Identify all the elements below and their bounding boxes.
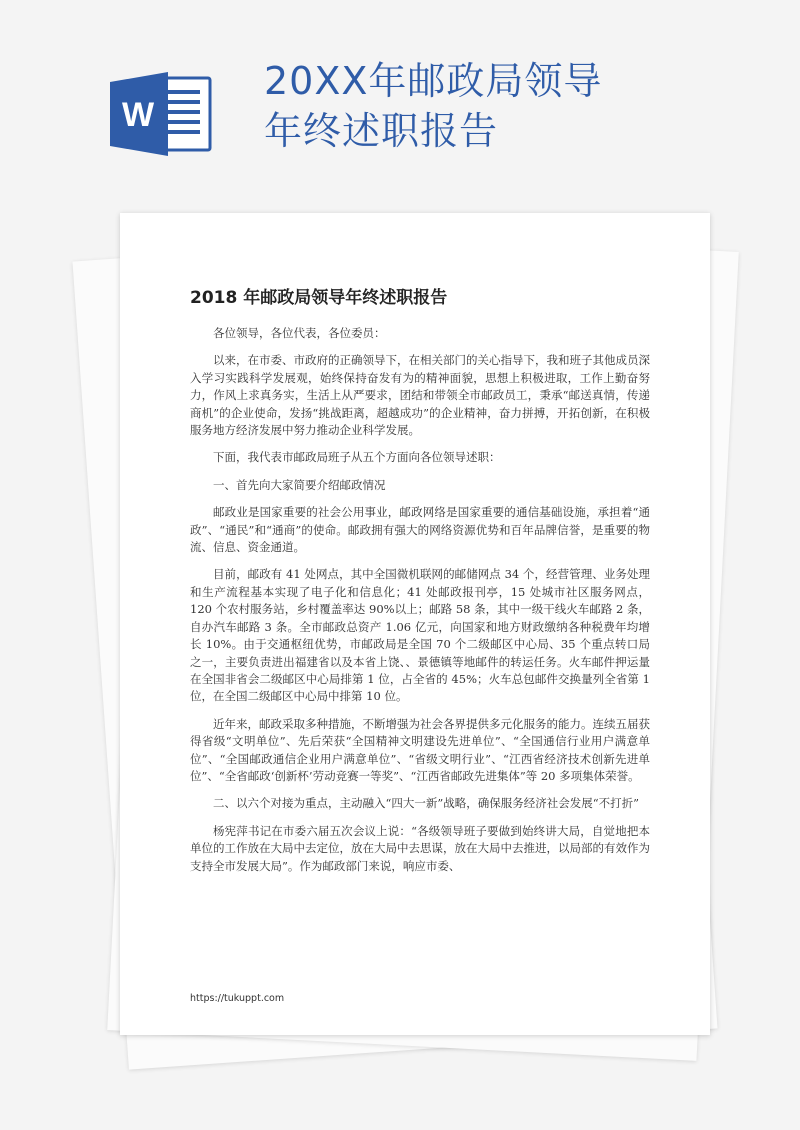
- word-icon-line: [168, 110, 200, 114]
- word-icon-line: [168, 130, 200, 134]
- paragraph-honors: 近年来，邮政采取多种措施，不断增强为社会各界提供多元化服务的能力。连续五届获得省级“文明单位”、先后荣获“全国精神文明建设先进单位”、“全国通信行业用户满意单位”、“全国邮政通信企业用户满意单位”、“省级文明行业”、“江西省经济技术创新先进单位”、“全省邮政‘创新杯’劳动竞赛一等奖”、“江西省邮政先进集体”等 20 多项集体荣誉。: [190, 716, 650, 783]
- paragraph-quote: 杨宪萍书记在市委六届五次会议上说：“各级领导班子要做到始终讲大局，自觉地把本单位的工作放在大局中去定位，放在大局中去思谋，放在大局中去推进，以局部的有效作为支持全市发展大局”。作为邮政部门来说，响应市委、: [190, 823, 650, 873]
- headline-line-1: 20XX年邮政局领导: [264, 59, 603, 103]
- paragraph-intro: 以来，在市委、市政府的正确领导下，在相关部门的关心指导下，我和班子其他成员深入学习实践科学发展观，始终保持奋发有为的精神面貌，思想上积极进取，工作上勤奋努力，作风上求真务实，生活上从严要求，团结和带领全市邮政员工，秉承“邮送真情，传递商机”的企业使命，发扬“挑战距离，超越成功”的企业精神，奋力拼搏，开拓创新，在积极服务地方经济发展中努力推动企业科学发展。: [190, 353, 650, 438]
- paragraph-current-status: 目前，邮政有 41 处网点，其中全国微机联网的邮储网点 34 个，经营管理、业务处理和生产流程基本实现了电子化和信息化；41 处邮政报刊亭，15 处城市社区服务网点，120 个农村服务站，乡村覆盖率达 90%以上；邮路 58 条，其中一级干线火车邮路 2 条，自办汽车邮路 3 条。全市邮政总资产 1.06 亿元，向国家和地方财政缴纳各种税费年均增长 10%。由于交通枢纽优势，市邮政局是全国 70 个二级邮区中心局、35 个重点转口局之一，主要负责进出福建省以及本省上饶、、景德镇等地邮件的转运任务。火车邮件押运量在全国非省会二级邮区中心局排第 1 位，占全省的 45%；火车总包邮件交换量列全省第 1 位，在全国二级邮区中心局中排第 10 位。: [190, 567, 650, 704]
- word-icon-line: [168, 120, 200, 124]
- section-heading-2: 二、以六个对接为重点，主动融入“四大一新”战略，确保服务经济社会发展“不打折”: [213, 796, 640, 811]
- word-icon-line: [168, 90, 200, 94]
- headline-line-2: 年终述职报告: [264, 109, 499, 153]
- salutation: 各位领导，各位代表，各位委员：: [213, 326, 386, 340]
- paragraph-postal-industry: 邮政业是国家重要的社会公用事业，邮政网络是国家重要的通信基础设施，承担着“通政”、“通民”和“通商”的使命。邮政拥有强大的网络资源优势和百年品牌信誉，是重要的物流、信息、资金通道。: [190, 505, 650, 555]
- paragraph-overview: 下面，我代表市邮政局班子从五个方面向各位领导述职：: [213, 450, 501, 465]
- document-body: [190, 325, 650, 885]
- word-icon-letter: W: [121, 96, 155, 134]
- footer-url: https://tukuppt.com: [190, 993, 285, 1004]
- word-icon-line: [168, 100, 200, 104]
- page-headline: [264, 56, 764, 156]
- document-page: [120, 213, 710, 1035]
- word-document-icon: [110, 72, 214, 156]
- section-heading-1: 一、首先向大家简要介绍邮政情况: [213, 477, 386, 492]
- document-title: 2018 年邮政局领导年终述职报告: [190, 288, 448, 308]
